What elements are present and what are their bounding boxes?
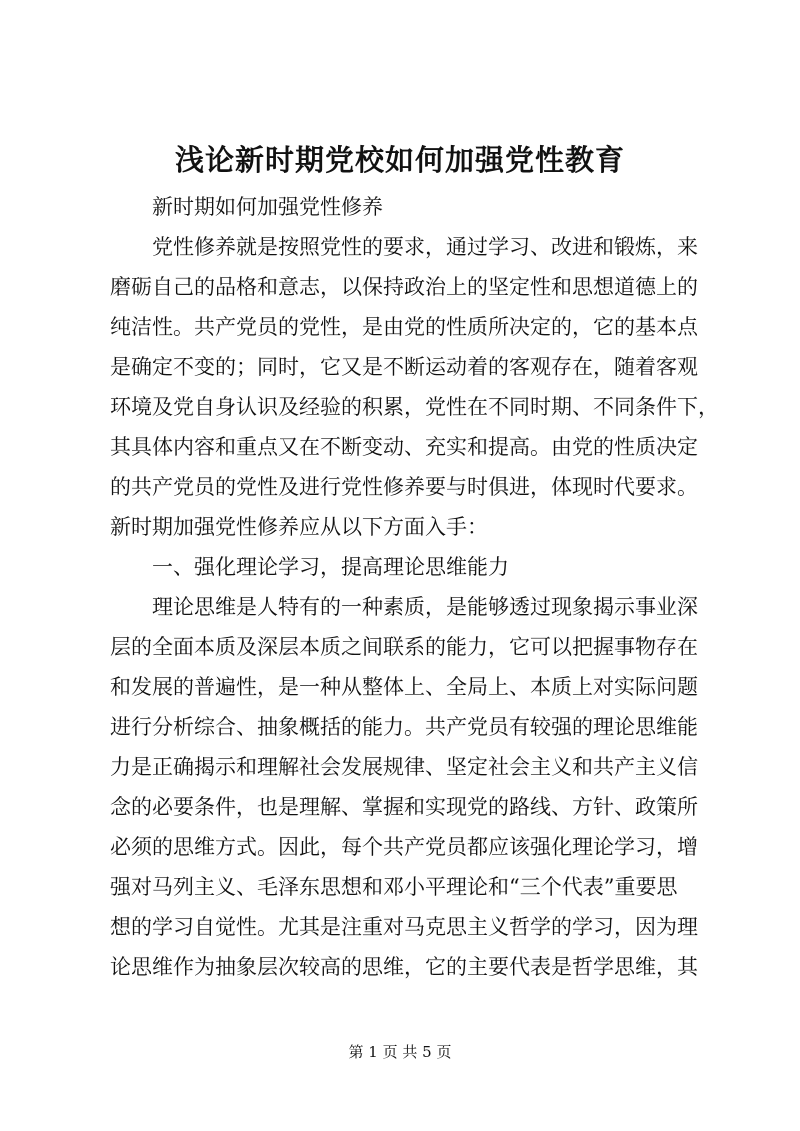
text-line: 必须的思维方式。因此，每个共产党员都应该强化理论学习，增	[110, 835, 698, 859]
text-line: 是确定不变的；同时，它又是不断运动着的客观存在，随着客观	[110, 355, 698, 379]
text-line: 论思维作为抽象层次较高的思维，它的主要代表是哲学思维，其	[110, 955, 698, 979]
paragraph-subtitle	[110, 187, 706, 227]
text-line: 环境及党自身认识及经验的积累，党性在不同时期、不同条件下，	[110, 395, 719, 419]
document-body	[110, 187, 719, 987]
text-line: 层的全面本质及深层本质之间联系的能力，它可以把握事物存在	[110, 635, 698, 659]
paragraph-theoretical-thinking	[110, 587, 706, 987]
text-line: 磨砺自己的品格和意志，以保持政治上的坚定性和思想道德上的	[110, 275, 698, 299]
text-line: 进行分析综合、抽象概括的能力。共产党员有较强的理论思维能	[110, 715, 698, 739]
document-title: 浅论新时期党校如何加强党性教育	[174, 143, 625, 177]
page-footer: 第 1 页 共 5 页	[348, 1043, 452, 1061]
text-line: 想的学习自觉性。尤其是注重对马克思主义哲学的学习，因为理	[110, 915, 698, 939]
text-line: 其具体内容和重点又在不断变动、充实和提高。由党的性质决定	[110, 435, 698, 459]
text-line: 理论思维是人特有的一种素质，是能够透过现象揭示事业深	[152, 595, 698, 619]
text-line: 新时期如何加强党性修养	[152, 195, 383, 219]
text-line: 和发展的普遍性，是一种从整体上、全局上、本质上对实际问题	[110, 675, 698, 699]
paragraph-party-spirit-cultivation	[110, 227, 719, 547]
text-line: 力是正确揭示和理解社会发展规律、坚定社会主义和共产主义信	[110, 755, 698, 779]
text-line: 一、强化理论学习，提高理论思维能力	[152, 555, 509, 579]
section-heading-one	[110, 547, 706, 587]
text-line: 强对马列主义、毛泽东思想和邓小平理论和“三个代表”重要思	[110, 875, 678, 899]
text-line: 新时期加强党性修养应从以下方面入手：	[110, 515, 488, 539]
text-line: 纯洁性。共产党员的党性，是由党的性质所决定的，它的基本点	[110, 315, 698, 339]
text-line: 念的必要条件，也是理解、掌握和实现党的路线、方针、政策所	[110, 795, 698, 819]
text-line: 党性修养就是按照党性的要求，通过学习、改进和锻炼，来	[152, 235, 698, 259]
text-line: 的共产党员的党性及进行党性修养要与时俱进，体现时代要求。	[110, 475, 698, 499]
